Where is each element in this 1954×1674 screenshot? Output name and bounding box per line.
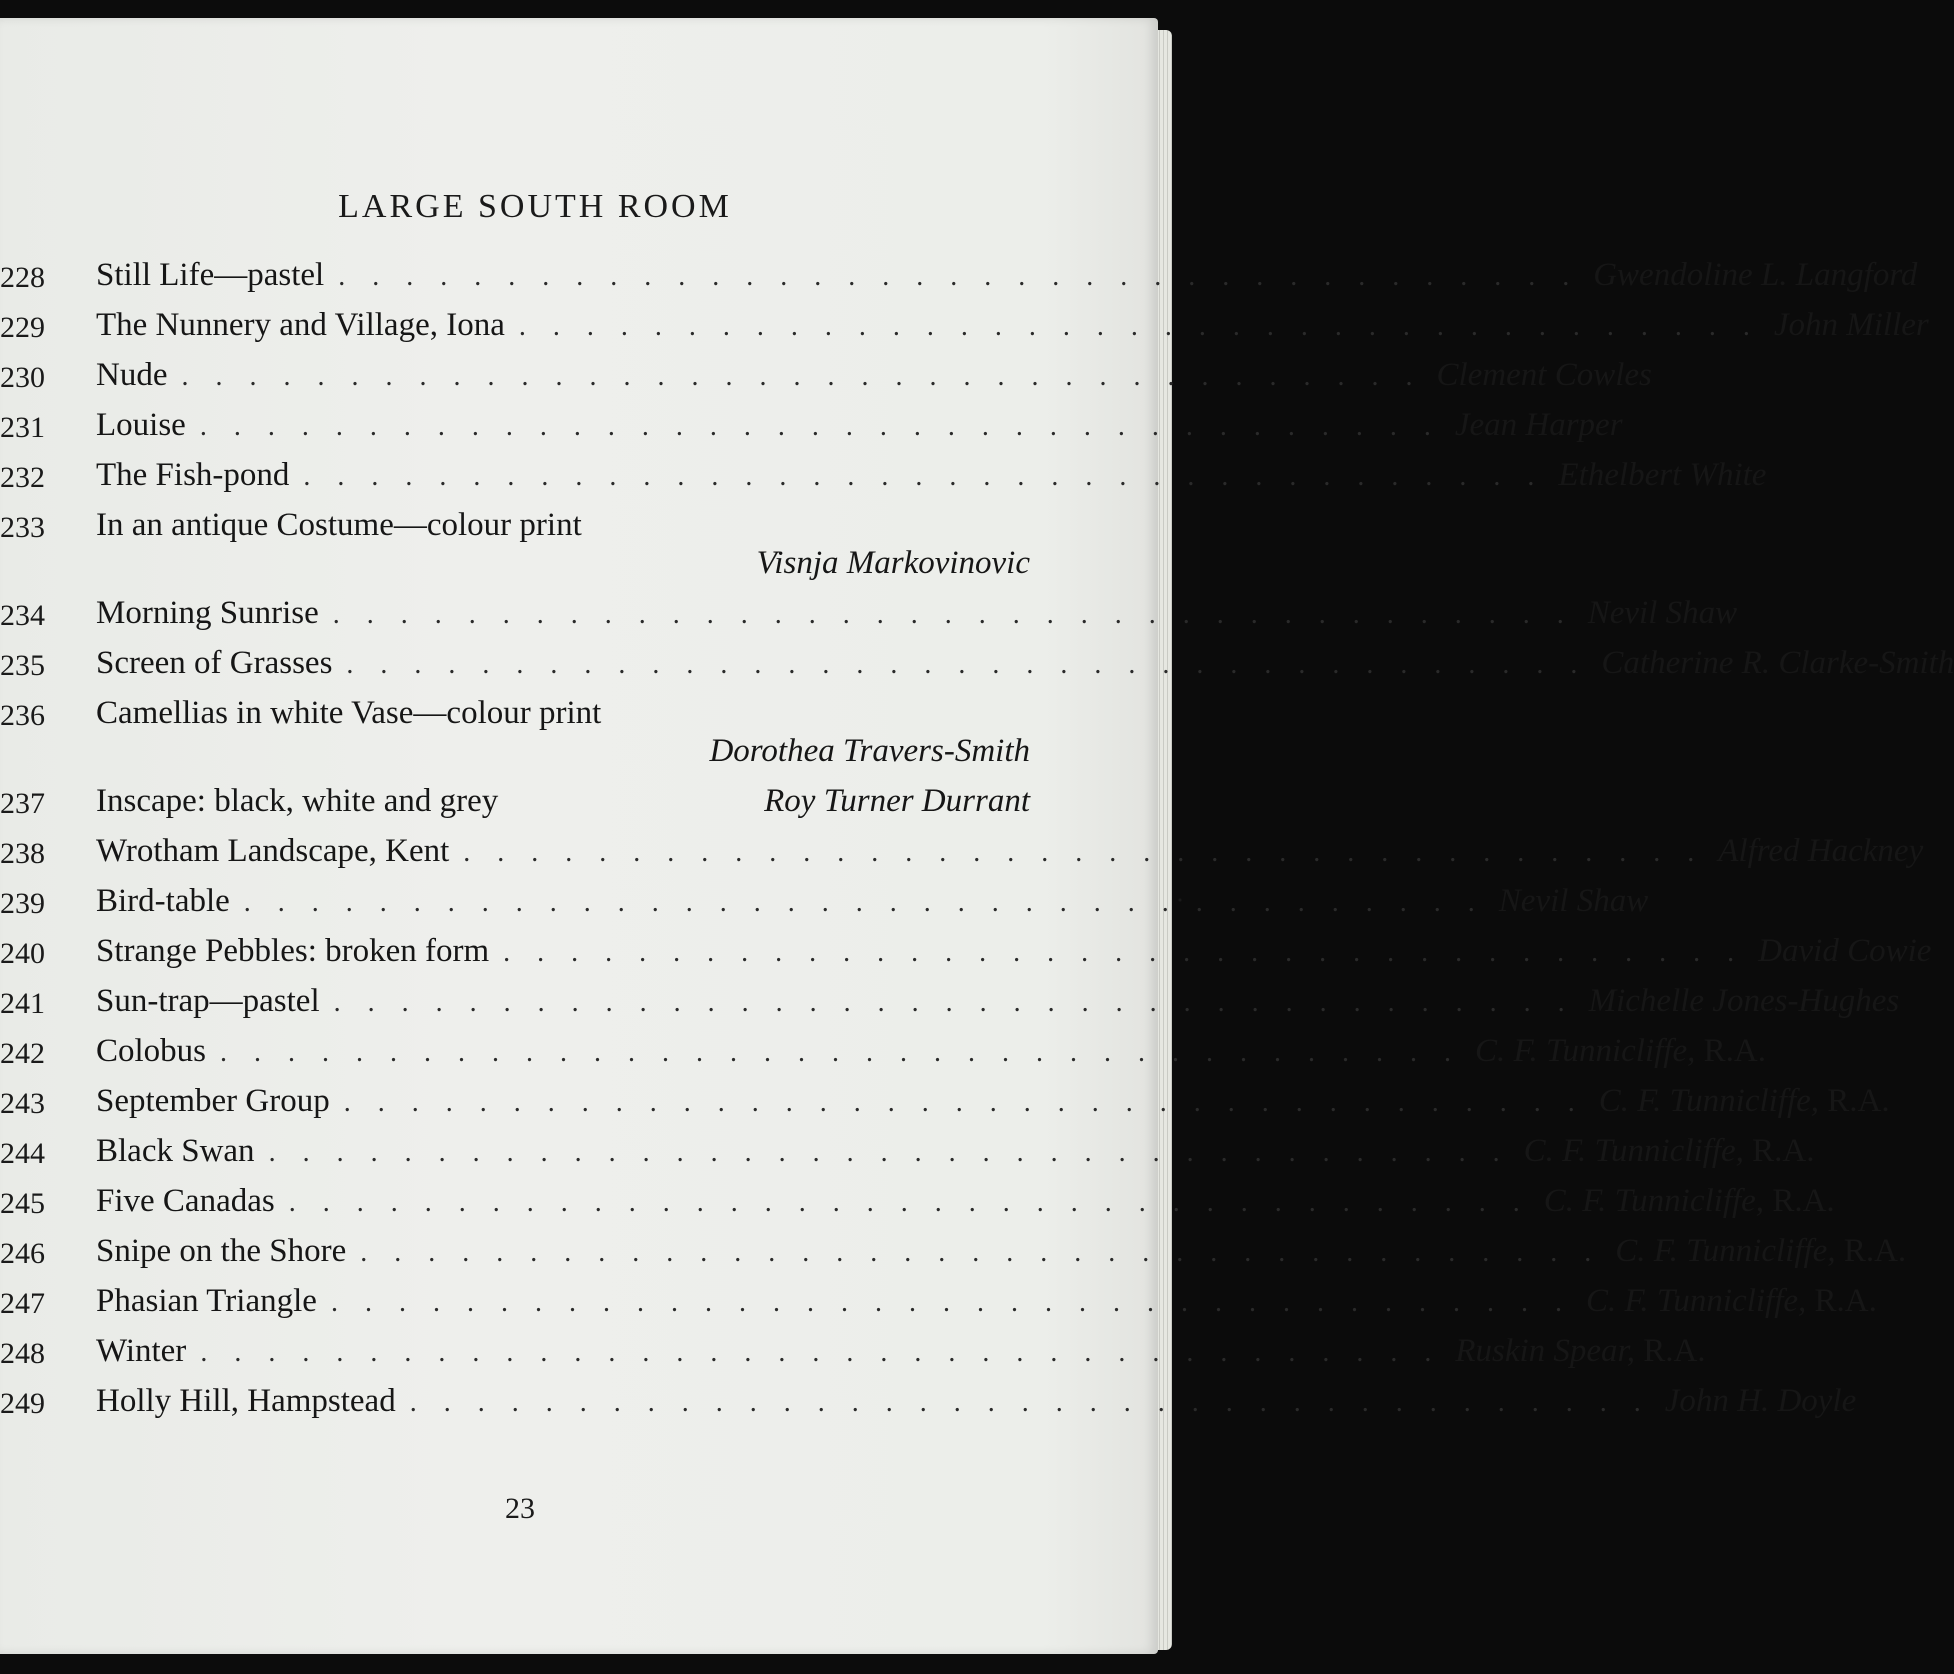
dot-leaders: . . . . . . . . . . . . . . . . . . . . . . . . . . . . . . . . . . . . .	[330, 1287, 1572, 1318]
entry-title: Snipe on the Shore	[96, 1233, 347, 1269]
entry-artist	[1524, 1129, 1815, 1173]
entry-number: 237	[0, 787, 45, 820]
entry-244	[0, 1129, 1815, 1179]
entry-number: 240	[0, 937, 45, 970]
entry-number: 241	[0, 987, 45, 1020]
entry-238	[0, 829, 1924, 879]
entry-title: Holly Hill, Hampstead	[96, 1383, 396, 1419]
entry-artist: Michelle Jones-Hughes	[1588, 983, 1900, 1019]
entry-number: 243	[0, 1087, 45, 1120]
dot-leaders: . . . . . . . . . . . . . . . . . . . . . . . . . . . . . . . . . . . . .	[463, 837, 1705, 868]
entry-248	[0, 1329, 1706, 1379]
artist-suffix: R.A.	[1772, 1183, 1835, 1219]
entry-artist: Nevil Shaw	[1498, 883, 1649, 919]
entry-title: Nude	[96, 357, 168, 393]
catalogue-page	[0, 18, 1954, 1654]
entry-title: Bird-table	[96, 883, 230, 919]
entry-artist: Visnja Markovinovic	[756, 545, 1030, 581]
entry-241	[0, 979, 1900, 1029]
dot-leaders: . . . . . . . . . . . . . . . . . . . . . . . . . . . . . . . . . . . . .	[200, 1337, 1442, 1368]
entry-number: 231	[0, 411, 45, 444]
dot-leaders: . . . . . . . . . . . . . . . . . . . . . . . . . . . . . . . . . . . . .	[220, 1037, 1462, 1068]
dot-leaders: . . . . . . . . . . . . . . . . . . . . . . . . . . . . . . . . . . . . .	[346, 649, 1588, 680]
entry-number: 235	[0, 649, 45, 682]
entry-number: 228	[0, 261, 45, 294]
artist-suffix: R.A.	[1643, 1333, 1706, 1369]
entry-title: Phasian Triangle	[96, 1283, 317, 1319]
entry-246	[0, 1229, 1907, 1279]
dot-leaders: . . . . . . . . . . . . . . . . . . . . . . . . . . . . . . . . . . . . .	[338, 261, 1580, 292]
entry-artist	[1586, 1279, 1877, 1323]
entry-artist: John H. Doyle	[1664, 1383, 1857, 1419]
artist-name: C. F. Tunnicliffe,	[1523, 1133, 1744, 1169]
entry-243	[0, 1079, 1890, 1129]
entry-230	[0, 353, 1652, 403]
entry-artist: Gwendoline L. Langford	[1593, 257, 1918, 293]
artist-suffix: R.A.	[1827, 1083, 1890, 1119]
entry-artist: Jean Harper	[1454, 407, 1623, 443]
artist-suffix: R.A.	[1814, 1283, 1877, 1319]
entry-number: 249	[0, 1387, 45, 1420]
entry-233	[0, 503, 1030, 591]
entry-title: The Fish-pond	[96, 457, 290, 493]
entry-number: 238	[0, 837, 45, 870]
entry-229	[0, 303, 1929, 353]
artist-name: Ruskin Spear,	[1455, 1333, 1635, 1369]
dot-leaders: . . . . . . . . . . . . . . . . . . . . . . . . . . . . . . . . . . . . .	[288, 1187, 1530, 1218]
dot-leaders: . . . . . . . . . . . . . . . . . . . . . . . . . . . . . . . . . . . . .	[409, 1387, 1651, 1418]
entry-title: Sun-trap—pastel	[96, 983, 320, 1019]
entry-242	[0, 1029, 1766, 1079]
entry-title: Screen of Grasses	[96, 645, 333, 681]
entry-title: The Nunnery and Village, Iona	[96, 307, 505, 343]
dot-leaders: . . . . . . . . . . . . . . . . . . . . . . . . . . . . . . . . . . . . .	[199, 411, 1441, 442]
entry-title: Morning Sunrise	[96, 595, 319, 631]
entry-artist: Nevil Shaw	[1587, 595, 1738, 631]
entry-240	[0, 929, 1932, 979]
entry-artist: Roy Turner Durrant	[764, 783, 1030, 819]
dot-leaders: . . . . . . . . . . . . . . . . . . . . . . . . . . . . . . . . . . . . .	[243, 887, 1485, 918]
entry-title: Still Life—pastel	[96, 257, 325, 293]
artist-suffix: R.A.	[1843, 1233, 1907, 1269]
entry-artist	[1455, 1329, 1705, 1373]
artist-name: C. F. Tunnicliffe,	[1598, 1083, 1820, 1119]
entry-list	[0, 253, 1954, 1429]
dot-leaders: . . . . . . . . . . . . . . . . . . . . . . . . . . . . . . . . . . . . .	[503, 937, 1745, 968]
entry-title: Wrotham Landscape, Kent	[96, 833, 450, 869]
entry-number: 245	[0, 1187, 45, 1220]
entry-artist: Catherine R. Clarke-Smith	[1601, 645, 1954, 681]
dot-leaders: . . . . . . . . . . . . . . . . . . . . . . . . . . . . . . . . . . . . .	[181, 361, 1423, 392]
entry-title: Camellias in white Vase—colour print	[96, 695, 602, 731]
entry-number: 247	[0, 1287, 45, 1320]
entry-title: September Group	[96, 1083, 330, 1119]
entry-245	[0, 1179, 1835, 1229]
artist-suffix: R.A.	[1703, 1033, 1766, 1069]
entry-artist	[1615, 1229, 1906, 1273]
entry-234	[0, 591, 1738, 641]
entry-artist: John Miller	[1773, 307, 1929, 343]
entry-236	[0, 691, 1030, 779]
entry-title: Five Canadas	[96, 1183, 275, 1219]
artist-name: C. F. Tunnicliffe,	[1585, 1283, 1807, 1319]
entry-228	[0, 253, 1918, 303]
entry-239	[0, 879, 1649, 929]
entry-number: 236	[0, 699, 45, 732]
entry-artist: Ethelbert White	[1558, 457, 1767, 493]
entry-number: 232	[0, 461, 45, 494]
entry-number: 246	[0, 1237, 45, 1270]
room-heading: LARGE SOUTH ROOM	[338, 188, 732, 225]
artist-name: C. F. Tunnicliffe,	[1615, 1233, 1836, 1269]
entry-artist	[1544, 1179, 1835, 1223]
entry-artist: David Cowie	[1758, 933, 1932, 969]
entry-number: 230	[0, 361, 45, 394]
entry-number: 244	[0, 1137, 45, 1170]
entry-number: 239	[0, 887, 45, 920]
entry-237	[0, 779, 1030, 829]
dot-leaders: . . . . . . . . . . . . . . . . . . . . . . . . . . . . . . . . . . . . .	[343, 1087, 1585, 1118]
artist-name: C. F. Tunnicliffe,	[1543, 1183, 1765, 1219]
artist-name: C. F. Tunnicliffe,	[1475, 1033, 1696, 1069]
entry-title: Strange Pebbles: broken form	[96, 933, 490, 969]
entry-number: 242	[0, 1037, 45, 1070]
entry-title: In an antique Costume—colour print	[96, 507, 582, 543]
dot-leaders: . . . . . . . . . . . . . . . . . . . . . . . . . . . . . . . . . . . . .	[333, 987, 1575, 1018]
dot-leaders: . . . . . . . . . . . . . . . . . . . . . . . . . . . . . . . . . . . . .	[303, 461, 1545, 492]
entry-number: 234	[0, 599, 45, 632]
entry-title: Black Swan	[96, 1133, 255, 1169]
dot-leaders: . . . . . . . . . . . . . . . . . . . . . . . . . . . . . . . . . . . . .	[360, 1237, 1602, 1268]
entry-artist: Alfred Hackney	[1718, 833, 1924, 869]
dot-leaders: . . . . . . . . . . . . . . . . . . . . . . . . . . . . . . . . . . . . .	[268, 1137, 1510, 1168]
entry-title: Colobus	[96, 1033, 207, 1069]
entry-247	[0, 1279, 1877, 1329]
entry-231	[0, 403, 1623, 453]
entry-title: Inscape: black, white and grey	[96, 783, 499, 819]
dot-leaders: . . . . . . . . . . . . . . . . . . . . . . . . . . . . . . . . . . . . .	[518, 311, 1760, 342]
entry-249	[0, 1379, 1857, 1429]
artist-suffix: R.A.	[1752, 1133, 1815, 1169]
dot-leaders: . . . . . . . . . . . . . . . . . . . . . . . . . . . . . . . . . . . . .	[332, 599, 1574, 630]
entry-number: 248	[0, 1337, 45, 1370]
entry-title: Louise	[96, 407, 186, 443]
entry-artist: Dorothea Travers-Smith	[709, 733, 1030, 769]
entry-232	[0, 453, 1767, 503]
entry-artist	[1599, 1079, 1890, 1123]
page-number: 23	[505, 1492, 535, 1525]
entry-number: 233	[0, 511, 45, 544]
entry-title: Winter	[96, 1333, 187, 1369]
entry-235	[0, 641, 1954, 691]
entry-artist: Clement Cowles	[1436, 357, 1652, 393]
entry-artist	[1475, 1029, 1766, 1073]
entry-number: 229	[0, 311, 45, 344]
